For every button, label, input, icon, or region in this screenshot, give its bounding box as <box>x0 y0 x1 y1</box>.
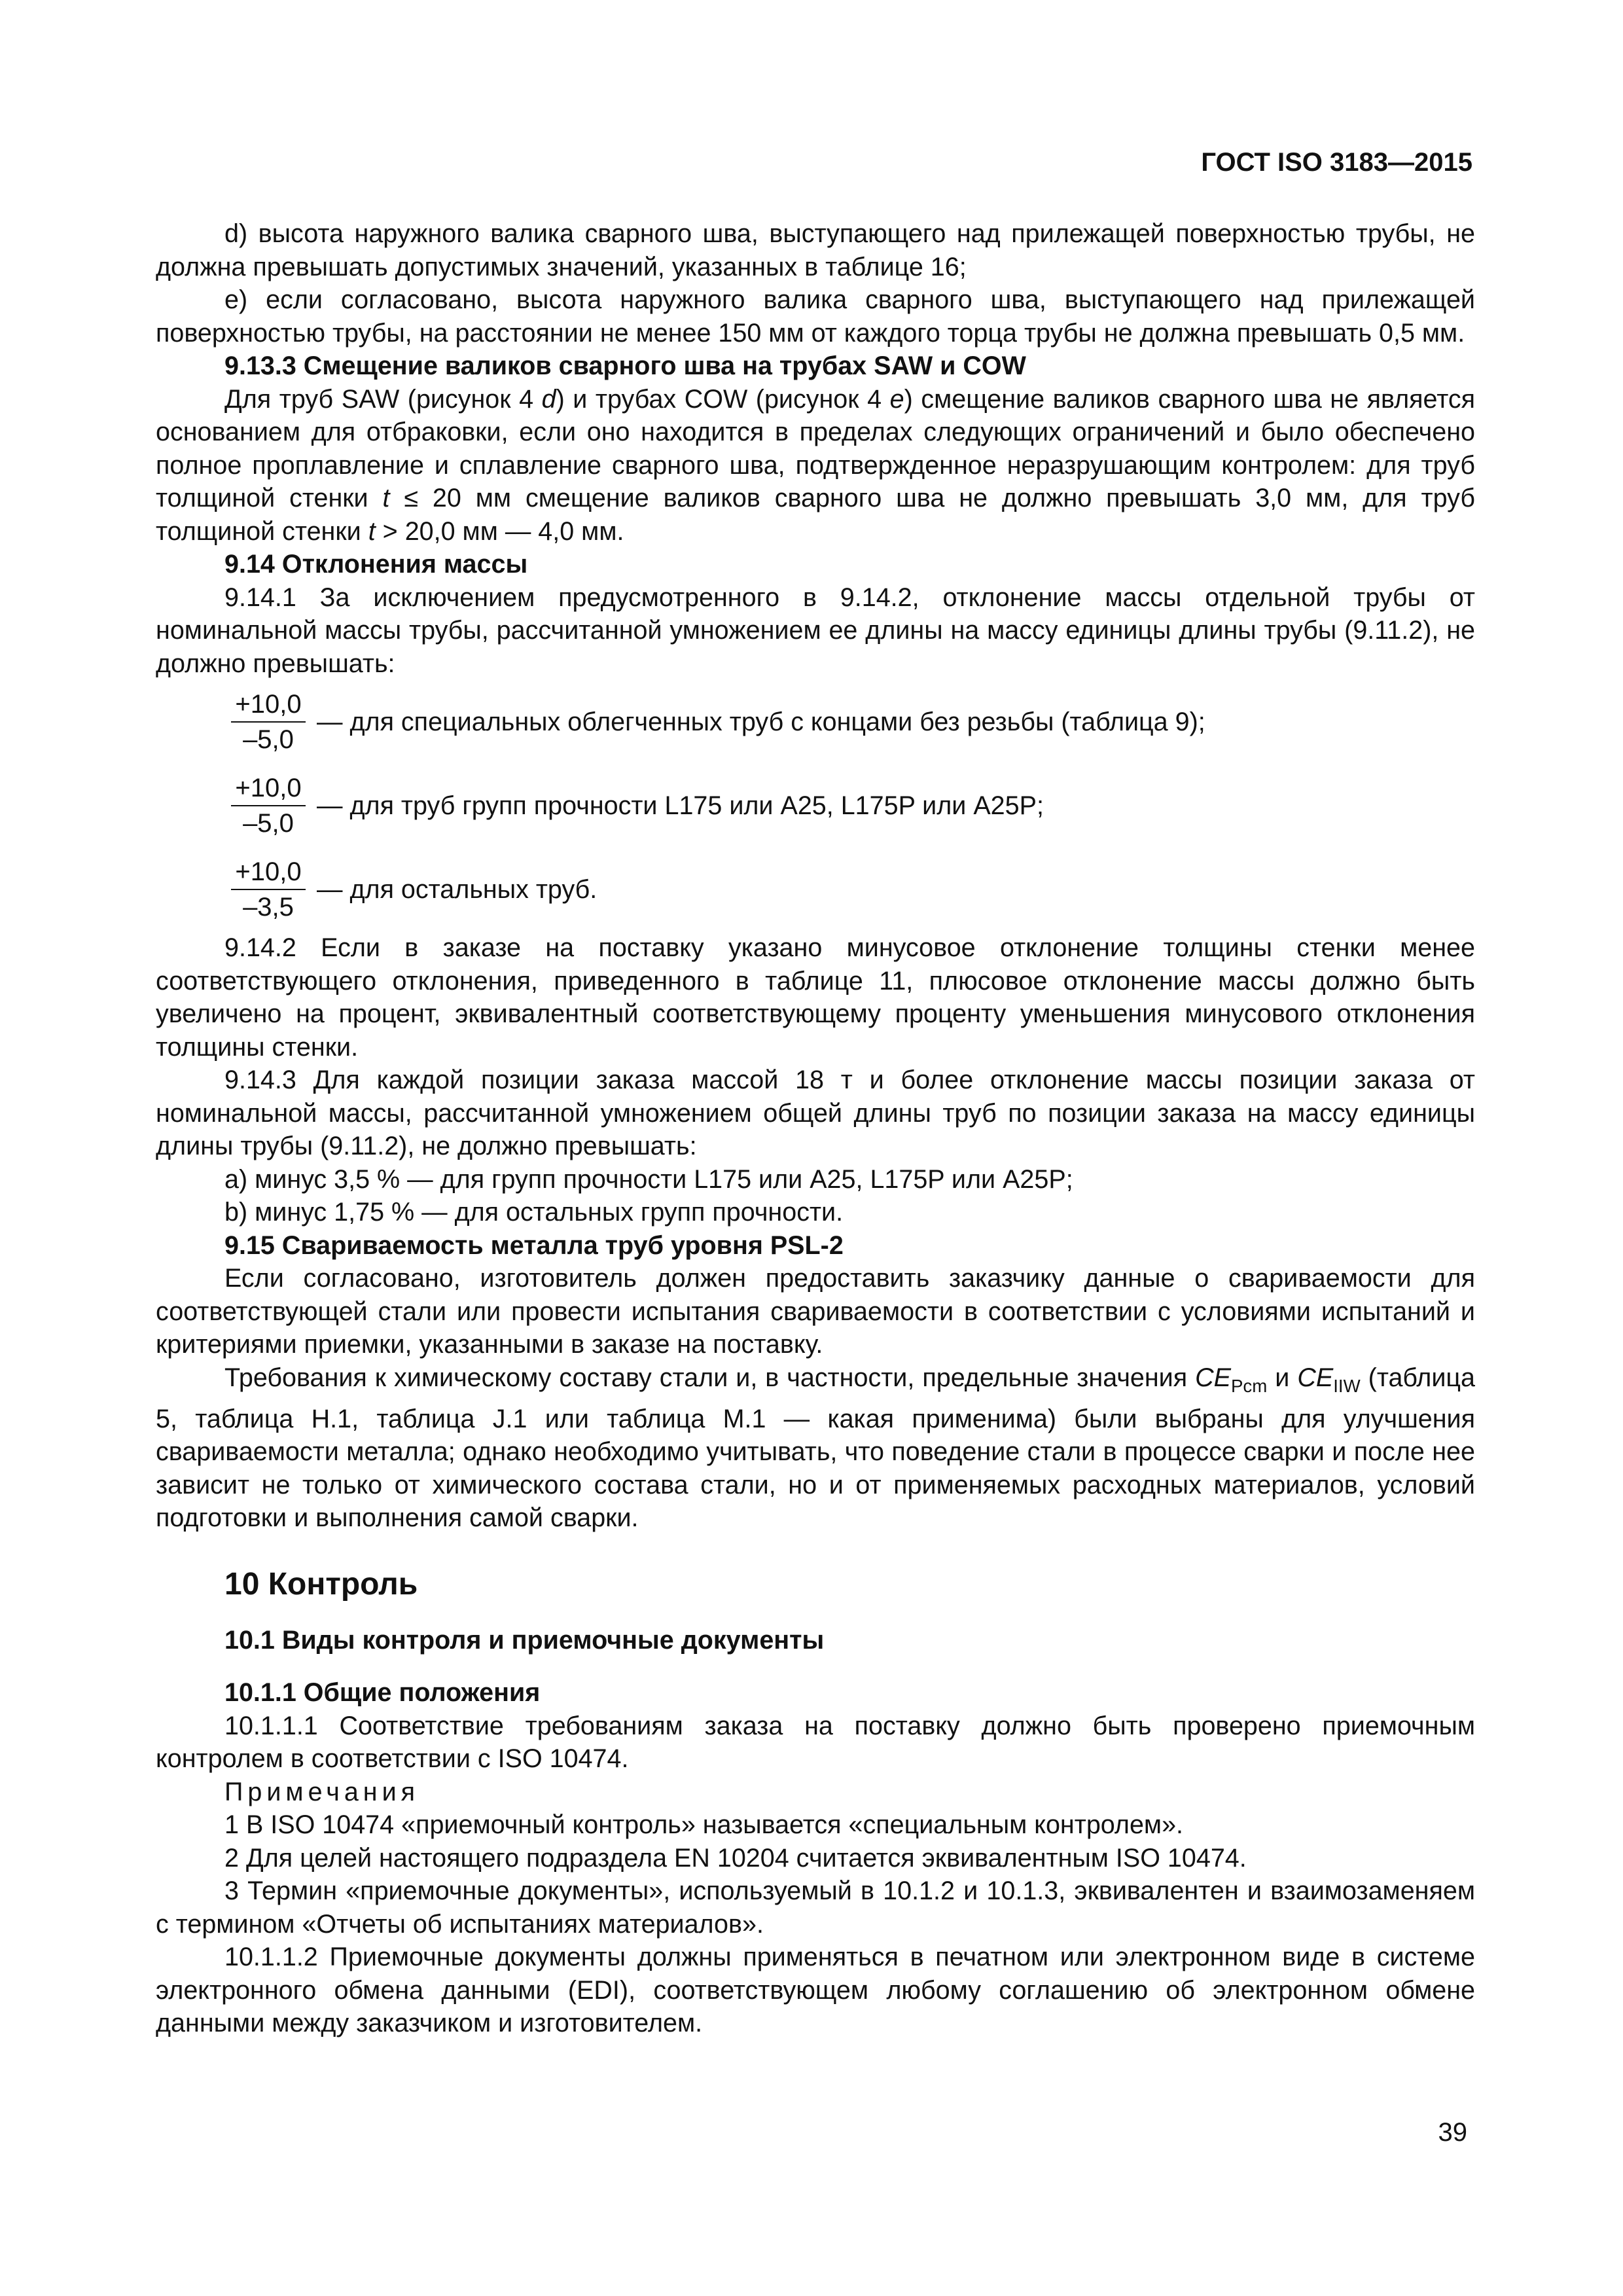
tolerance-row: $\frac{+10,0}{-5,0}$ — для специальных облегченных труб с концами без резьбы (таблица 9); <box>156 680 1475 764</box>
tolerance-fraction: $\frac{+10,0}{-5,0}$ <box>229 687 308 757</box>
tolerance-row: $\frac{+10,0}{-3,5}$ — для остальных труб. <box>156 848 1475 931</box>
standard-header: ГОСТ ISO 3183—2015 <box>1201 148 1472 177</box>
paragraph-9-14-3: 9.14.3 Для каждой позиции заказа массой 18 т и более отклонение массы позиции заказа от номинальной массы, рассчитанной умножением общей длины труб по позиции заказа на массу единицы длины трубы (9.11.2), не должно превышать: <box>156 1066 1475 1160</box>
paragraph-9-15-1: Если согласовано, изготовитель должен предоставить заказчику данные о свариваемости для соответствующей стали или провести испытания свариваемости в соответствии с условиями испытаний и критериями приемки, указанными в заказе на поставку. <box>156 1264 1475 1359</box>
page-body <box>156 217 1475 2040</box>
note-2: 2 Для целей настоящего подраздела EN 10204 считается эквивалентным ISO 10474. <box>224 1843 1247 1873</box>
paragraph-9-14-1: 9.14.1 За исключением предусмотренного в 9.14.2, отклонение массы отдельной трубы от номинальной массы трубы, рассчитанной умножением ее длины на массу единицы длины трубы (9.11.2), не должно превышать: <box>156 583 1475 678</box>
section-9-13-3-title: 9.13.3 Смещение валиков сварного шва на трубах SAW и COW <box>224 351 1026 380</box>
paragraph-9-14-2: 9.14.2 Если в заказе на поставку указано минусовое отклонение толщины стенки менее соответствующего отклонения, приведенного в таблице 11, плюсовое отклонение массы должно быть увеличено на процент, эквивалентный соответствующему проценту уменьшения минусового отклонения толщины стенки. <box>156 933 1475 1062</box>
note-3: 3 Термин «приемочные документы», используемый в 10.1.2 и 10.1.3, эквивалентен и взаимозаменяем с термином «Отчеты об испытаниях материалов». <box>156 1876 1475 1939</box>
list-item-e: е) если согласовано, высота наружного валика сварного шва, выступающего над прилежащей поверхностью трубы, на расстоянии не менее 150 мм от каждого торца трубы не должна превышать 0,5 мм. <box>156 285 1475 348</box>
section-9-14-title: 9.14 Отклонения массы <box>224 550 528 579</box>
tolerance-fraction: $\frac{+10,0}{-5,0}$ <box>229 771 308 840</box>
notes-label: Примечания <box>224 1777 420 1806</box>
paragraph-9-15-2: Требования к химическому составу стали и, в частности, предельные значения $CE_{Pcm}$ и $CE_{IIW}$ (таблица 5, таблица Н.1, таблица J.1 или таблица М.1 — какая применима) были выбраны для улучшения свариваемости металла; однако необходимо учитывать, что поведение стали в процессе сварки и после нее зависит не только от химического состава стали, но и от применяемых расходных материалов, условий подготовки и выполнения самой сварки. <box>156 1363 1475 1533</box>
paragraph-10-1-1-1: 10.1.1.1 Соответствие требованиям заказа на поставку должно быть проверено приемочным контролем в соответствии с ISO 10474. <box>156 1711 1475 1774</box>
section-10-1-title: 10.1 Виды контроля и приемочные документы <box>224 1625 825 1655</box>
note-1: 1 В ISO 10474 «приемочный контроль» называется «специальным контролем». <box>224 1810 1184 1840</box>
tolerance-fraction: $\frac{+10,0}{-3,5}$ <box>229 855 308 924</box>
list-item-d: d) высота наружного валика сварного шва, выступающего над прилежащей поверхностью трубы, не должна превышать допустимых значений, указанных в таблице 16; <box>156 219 1475 281</box>
list-item-b: b) минус 1,75 % — для остальных групп прочности. <box>224 1198 844 1227</box>
page-number: 39 <box>1438 2118 1467 2147</box>
section-9-13-3-paragraph: Для труб SAW (рисунок 4 d) и трубах COW (рисунок 4 е) смещение валиков сварного шва не является основанием для отбраковки, если оно находится в пределах следующих ограничений и было обеспечено полное проплавление и сплавление сварного шва, подтвержденное неразрушающим контролем: для труб толщиной стенки t ≤ 20 мм смещение валиков сварного шва не должно превышать 3,0 мм, для труб толщиной стенки t > 20,0 мм — 4,0 мм. <box>156 384 1475 546</box>
tolerance-row: $\frac{+10,0}{-5,0}$ — для труб групп прочности L175 или А25, L175P или A25P; <box>156 764 1475 848</box>
section-9-15-title: 9.15 Свариваемость металла труб уровня PSL-2 <box>224 1230 844 1260</box>
paragraph-10-1-1-2: 10.1.1.2 Приемочные документы должны применяться в печатном или электронном виде в системе электронного обмена данными (EDI), соответствующем любому соглашению об электронном обмене данными между заказчиком и изготовителем. <box>156 1943 1475 2038</box>
section-10-title: 10 Контроль <box>224 1566 418 1602</box>
section-10-1-1-title: 10.1.1 Общие положения <box>224 1678 541 1708</box>
list-item-a: а) минус 3,5 % — для групп прочности L175 или А25, L175P или A25P; <box>224 1164 1073 1194</box>
